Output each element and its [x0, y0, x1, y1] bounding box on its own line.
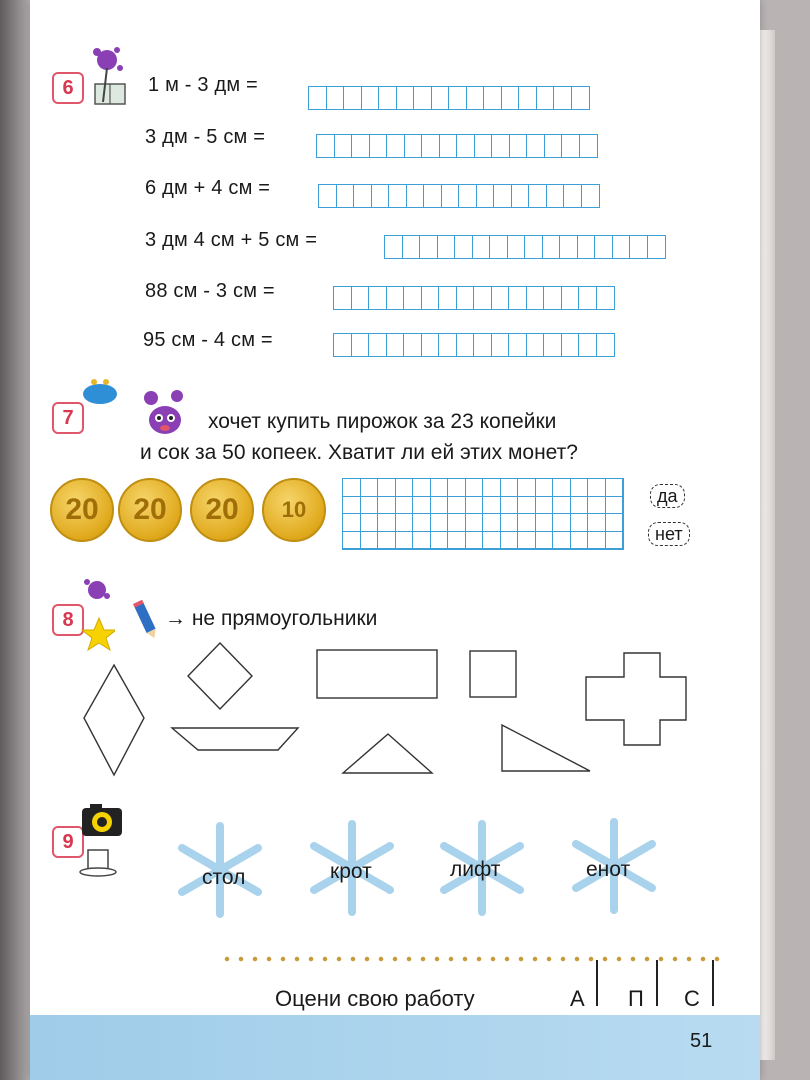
answer-yes-option[interactable]: да [650, 484, 685, 508]
answer-no-option[interactable]: нет [648, 522, 690, 546]
footer-band [30, 1015, 760, 1080]
rating-divider [596, 960, 598, 1006]
task-6-expression-4: 3 дм 4 см + 5 см = [145, 229, 318, 251]
task-7-text-line-1: хочет купить пирожок за 23 копейки [208, 410, 557, 433]
snowflake-icon [182, 822, 652, 914]
task-7-badge: 7 [52, 402, 84, 434]
coin-10-kopeks: 10 [262, 478, 326, 542]
task-8-instruction: → не прямоугольники [165, 607, 378, 630]
workbook-page [30, 0, 760, 1080]
rating-divider [712, 960, 714, 1006]
page-number: 51 [690, 1030, 713, 1052]
rating-divider [656, 960, 658, 1006]
task-6-expression-6: 95 см - 4 см = [143, 329, 273, 351]
word-1: стол [202, 866, 246, 889]
rating-letter-s[interactable]: С [684, 986, 700, 1011]
task-6-expression-3: 6 дм + 4 см = [145, 177, 271, 199]
word-3: лифт [450, 858, 501, 881]
task-6-expression-1: 1 м - 3 дм = [148, 74, 258, 96]
task-6-expression-2: 3 дм - 5 см = [145, 126, 266, 148]
task-6-expression-5: 88 см - 3 см = [145, 280, 275, 302]
coin-20-kopeks: 20 [190, 478, 254, 542]
coin-20-kopeks: 20 [118, 478, 182, 542]
task-6-badge: 6 [52, 72, 84, 104]
word-4: енот [586, 858, 631, 881]
rating-letter-a[interactable]: А [570, 986, 585, 1011]
task-7-text-line-2: и сок за 50 копеек. Хватит ли ей этих монет? [140, 441, 578, 464]
coin-20-kopeks: 20 [50, 478, 114, 542]
snowflakes [30, 0, 760, 960]
rating-title: Оцени свою работу [275, 986, 475, 1011]
word-2: крот [330, 860, 372, 883]
task-8-badge: 8 [52, 604, 84, 636]
task-9-badge: 9 [52, 826, 84, 858]
dotted-divider [220, 956, 720, 962]
rating-letter-p[interactable]: П [628, 986, 644, 1011]
